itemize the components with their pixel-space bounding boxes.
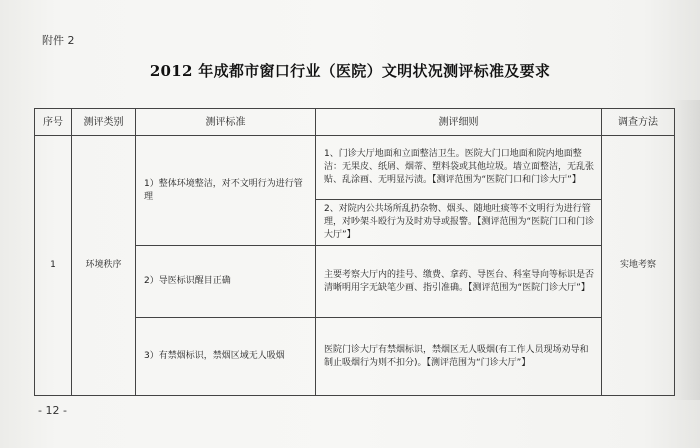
attachment-label: 附件 2 [42, 34, 75, 47]
header-standard: 测评标准 [136, 109, 316, 136]
cell-detail-1-1: 1、门诊大厅地面和立面整洁卫生。医院大门口地面和院内地面整洁：无果皮、纸屑、烟蒂、塑料袋或其他垃圾。墙立面整洁，无乱张贴、乱涂画、无明显污渍。【测评范围为“医院门口和门诊大厅”】 [316, 136, 602, 200]
cell-detail-3: 医院门诊大厅有禁烟标识，禁烟区无人吸烟(有工作人员现场劝导和制止吸烟行为则不扣分)。【测评范围为“门诊大厅”】 [316, 318, 602, 396]
cell-method: 实地考察 [602, 136, 675, 396]
table-row [35, 136, 675, 200]
cell-category: 环境秩序 [72, 136, 136, 396]
cell-detail-2: 主要考察大厅内的挂号、缴费、拿药、导医台、科室导向等标识是否清晰明用字无缺笔少画、指引准确。【测评范围为“医院门诊大厅”】 [316, 246, 602, 318]
header-index: 序号 [35, 109, 72, 136]
document-title: 2012 年成都市窗口行业（医院）文明状况测评标准及要求 [149, 62, 551, 80]
evaluation-table [34, 108, 675, 396]
cell-index: 1 [35, 136, 72, 396]
page-number: - 12 - [38, 404, 67, 417]
cell-standard-2: 2）导医标识醒目正确 [136, 246, 316, 318]
header-category: 测评类别 [72, 109, 136, 136]
cell-standard-1: 1）整体环境整洁，对不文明行为进行管理 [136, 136, 316, 246]
cell-detail-1-2: 2、对院内公共场所乱扔杂物、烟头、随地吐痰等不文明行为进行管理，对吵架斗殴行为及时劝导或报警。【测评范围为“医院门口和门诊大厅”】 [316, 200, 602, 246]
header-detail: 测评细则 [316, 109, 602, 136]
cell-standard-3: 3）有禁烟标识，禁烟区域无人吸烟 [136, 318, 316, 396]
header-method: 调查方法 [602, 109, 675, 136]
table-header-row [35, 109, 675, 136]
